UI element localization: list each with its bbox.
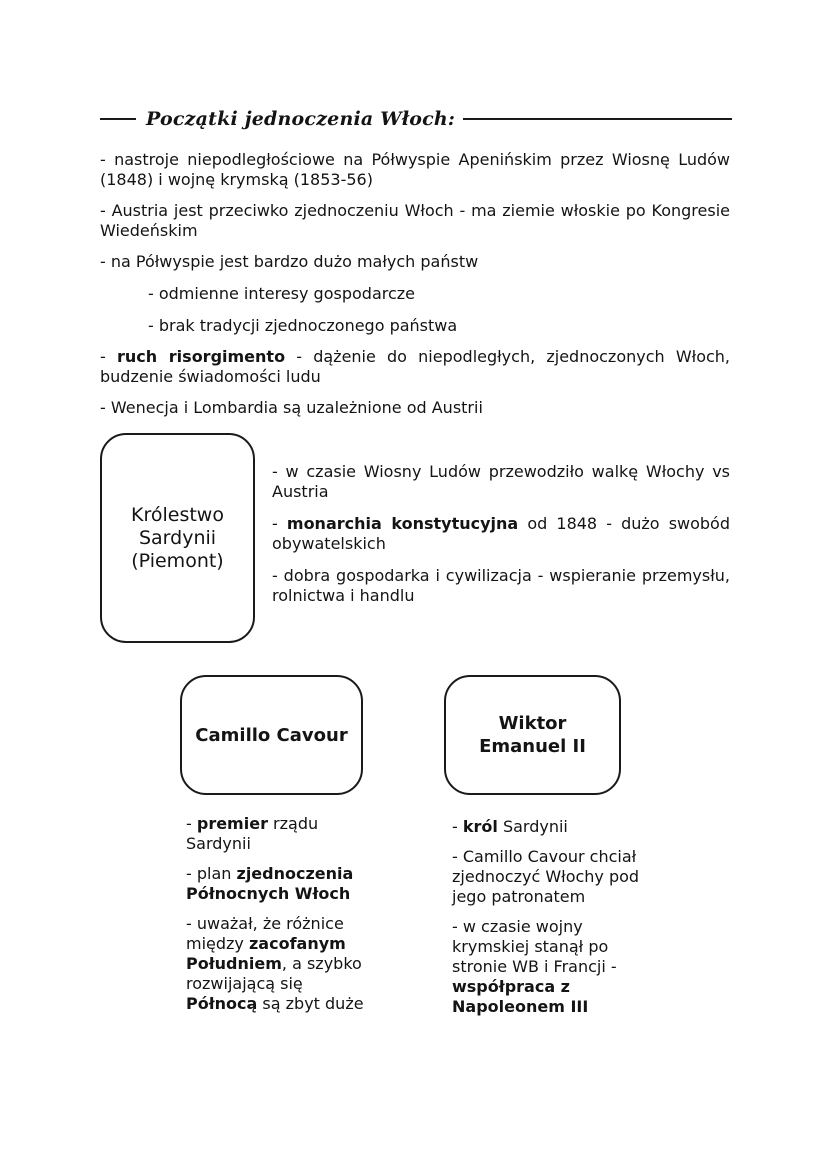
- cavour-box: [180, 675, 363, 795]
- kingdom-name: [131, 504, 224, 573]
- king-term: król: [462, 817, 498, 836]
- cavour-point-3-prefix: - uważał, że różnice między: [186, 914, 344, 953]
- cavour-point-3-rest: są zbyt duże: [257, 994, 364, 1013]
- cavour-point-1-prefix: -: [186, 814, 197, 833]
- victor-point-1-rest: Sardynii: [497, 817, 568, 836]
- victor-box: [444, 675, 621, 795]
- title-divider-right: [463, 118, 732, 120]
- victor-points: [452, 817, 642, 1027]
- kingdom-name-line-3: (Piemont): [131, 549, 224, 572]
- intro-point-3: - na Półwyspie jest bardzo dużo małych państw: [100, 252, 479, 271]
- title-divider-left: [100, 118, 136, 120]
- cavour-point-2-prefix: - plan: [186, 864, 237, 883]
- kingdom-point-3: - dobra gospodarka i cywilizacja - wspieranie przemysłu, rolnictwa i handlu: [272, 566, 730, 605]
- cavour-name: Camillo Cavour: [195, 724, 348, 746]
- intro-subpoint-1: - odmienne interesy gospodarcze: [148, 284, 416, 303]
- south-term: zacofanym Południem: [186, 934, 346, 973]
- victor-name: [479, 712, 586, 758]
- victor-point-3-prefix: - w czasie wojny krymskiej stanął po stronie WB i Francji -: [452, 917, 617, 976]
- intro-point-4-prefix: -: [100, 347, 117, 366]
- kingdom-point-2-prefix: -: [272, 514, 287, 533]
- victor-name-line-1: Wiktor: [498, 713, 567, 734]
- victor-point-3: [452, 917, 642, 1017]
- napoleon-cooperation-term: współpraca z Napoleonem III: [452, 977, 589, 1016]
- intro-point-2: - Austria jest przeciwko zjednoczeniu Włoch - ma ziemie włoskie po Kongresie Wiedeńskim: [100, 201, 730, 240]
- victor-point-2: - Camillo Cavour chciał zjednoczyć Włochy pod jego patronatem: [452, 847, 640, 906]
- intro-point-4: [100, 347, 730, 387]
- kingdom-point-1: - w czasie Wiosny Ludów przewodziło walkę Włochy vs Austria: [272, 462, 730, 501]
- constitutional-monarchy-term: monarchia konstytucyjna: [286, 514, 519, 533]
- premier-term: premier: [196, 814, 268, 833]
- cavour-point-3-mid: , a szybko rozwijającą się: [186, 954, 362, 993]
- cavour-point-2: [186, 864, 376, 904]
- kingdom-name-line-1: Królestwo: [131, 503, 224, 526]
- title-row: [100, 104, 732, 134]
- intro-subpoint-2: - brak tradycji zjednoczonego państwa: [148, 316, 458, 335]
- intro-point-1: - nastroje niepodległościowe na Półwyspie Apenińskim przez Wiosnę Ludów (1848) i wojnę krymską (1853-56): [100, 150, 730, 189]
- kingdom-box: [100, 433, 255, 643]
- kingdom-name-line-2: Sardynii: [138, 526, 217, 549]
- kingdom-point-2: [272, 514, 730, 554]
- intro-point-4-rest: - dążenie do niepodległych, zjednoczonych Włoch, budzenie świadomości ludu: [100, 347, 731, 386]
- north-term: Północą: [186, 994, 258, 1013]
- kingdom-point-2-rest: od 1848 - dużo swobód obywatelskich: [272, 514, 731, 553]
- unification-term: zjednoczenia Północnych Włoch: [186, 864, 354, 903]
- cavour-point-3: [186, 914, 376, 1014]
- cavour-point-1-rest: rządu Sardynii: [186, 814, 319, 853]
- cavour-point-1: [186, 814, 376, 854]
- risorgimento-term: ruch risorgimento: [116, 347, 286, 366]
- victor-point-1-prefix: -: [452, 817, 463, 836]
- victor-name-line-2: Emanuel II: [479, 736, 586, 757]
- page-title: Początki jednoczenia Włoch:: [146, 108, 456, 130]
- victor-point-1: [452, 817, 642, 837]
- cavour-points: [186, 814, 376, 1024]
- intro-point-5: - Wenecja i Lombardia są uzależnione od Austrii: [100, 398, 483, 417]
